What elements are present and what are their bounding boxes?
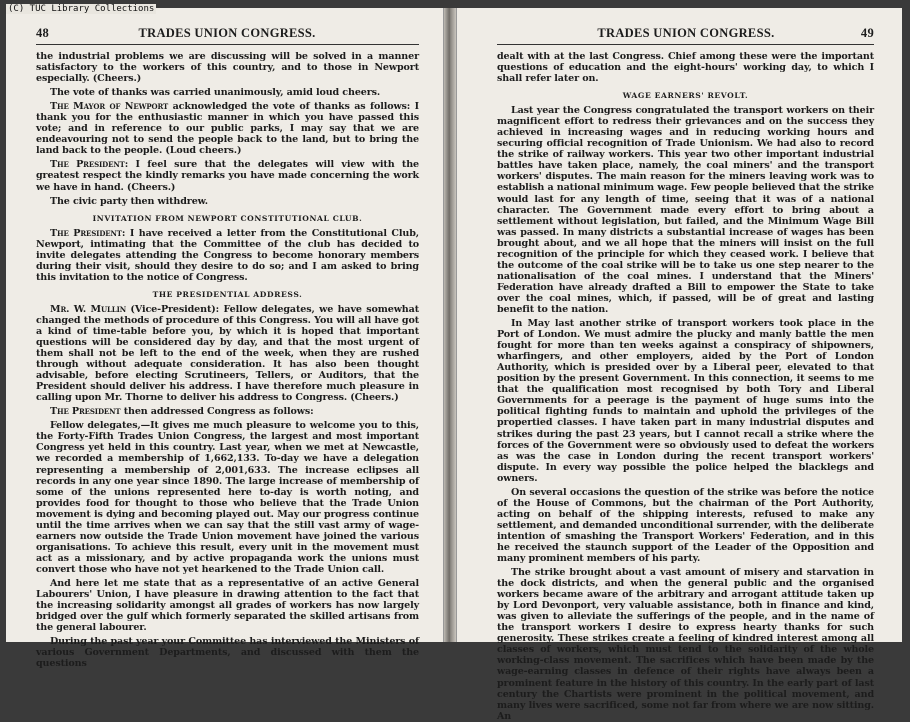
- speaker-name: The President: [50, 159, 125, 171]
- section-heading: THE PRESIDENTIAL ADDRESS.: [152, 289, 303, 299]
- left-page: [6, 8, 444, 670]
- speaker-name: The Mayor of Newport: [50, 101, 169, 113]
- right-page: [456, 8, 902, 722]
- paragraph: On several occasions the question of the strike was before the notice of the House of Commons, but the chairman of the Port Authority, acting on behalf of the shipping interests, refused to make any settlement, and demanded unconditional surrender, with the deliberate intention of smashing the Transport Workers' Federation, and in this he received the staunch support of the Leader of the Opposition and many prominent members of his party.: [497, 486, 874, 565]
- paragraph: The strike brought about a vast amount of misery and starvation in the dock districts, and when the general public and the organised workers became aware of the arbitrary and arrogant attitude taken up by Lord Devonport, very valuable assistance, both in finance and kind, was given to alleviate the sufferings of the people, and in the name of the transport workers I desire to express hearty thanks for such generosity. These strikes create a feeling of kindred interest among all classes of workers, which must tend to the solidarity of the whole working-class movement. The sacrifices which have been made by the wage-earning classes in defence of their rights have always been a prominent feature in the history of this country. In the early part of last century the Chartists were prominent in the political movement, and many lives were sacrificed, some not far from where we are now sitting. An: [497, 567, 874, 722]
- paragraph: the industrial problems we are discussing will be solved in a manner satisfactory to the workers of this country, and to those in Newport especially. (Cheers.): [36, 51, 419, 85]
- speaker-name: The President: [50, 227, 122, 239]
- section-heading: INVITATION FROM NEWPORT CONSTITUTIONAL CLUB.: [92, 213, 363, 223]
- speech-text: : I have received a letter from the Constitutional Club, Newport, intimating that the Committee of the club has decided to invite delegates attending the Congress to become honorary members during their visit, should they desire to do so; and I am asked to bring this invitation to the notice of Congress.: [36, 227, 419, 283]
- paragraph: And here let me state that as a representative of an active General Labourers' Union, I have pleasure in drawing attention to the fact that the increasing solidarity amongst all grades of workers has now largely bridged over the gulf which formerly separated the skilled artisans from the general labourer.: [36, 577, 419, 634]
- paragraph: The civic party then withdrew.: [50, 195, 209, 207]
- paragraph: [36, 406, 419, 417]
- paragraph: During the past year your Committee has interviewed the Ministers of various Government Departments, and discussed with them the questions: [36, 636, 419, 670]
- speech-text: (Vice-President): Fellow delegates, we have somewhat changed the methods of procedure of this Congress. You will all have got a kind of time-table before you, by which it is hoped that important questions will be considered day by day, and that the most urgent of them shall not be left to the end of the week, when they are rushed through without adequate consideration. It has also been thought advisable, before electing Scrutineers, Tellers, or Auditors, that the President should deliver his address. I have therefore much pleasure in calling upon Mr. Thorne to deliver his address to Congress. (Cheers.): [36, 303, 419, 404]
- page-number: 48: [36, 26, 50, 40]
- speech-text: acknowledged the vote of thanks as follows: I thank you for the enthusiastic manner in which you have passed this vote; and in reference to our public parks, I may say that we are endeavouring not to send the people back to the land, but to bring the land back to the people. (Loud cheers.): [36, 101, 419, 157]
- speaker-name: Mr. W. Mullin: [50, 303, 126, 315]
- right-page-header: [497, 26, 874, 45]
- paragraph: [36, 159, 419, 192]
- speech-text: : I feel sure that the delegates will view with the greatest respect the kindly remarks you have made concerning the work we have in hand. (Cheers.): [36, 159, 419, 193]
- paragraph: [36, 228, 419, 283]
- speaker-name: The President: [50, 406, 121, 418]
- paragraph: The vote of thanks was carried unanimously, amid loud cheers.: [50, 87, 381, 99]
- speech-text: then addressed Congress as follows:: [120, 406, 314, 418]
- paragraph: Last year the Congress congratulated the transport workers on their magnificent effort to redress their grievances and on the success they achieved in increasing wages and in reducing working hours and securing official recognition of Trade Unionism. We had also to record the strike of railway workers. This year two other important industrial battles have taken place, namely, the coal miners' and the transport workers' disputes. The main reason for the miners leaving work was to establish a national minimum wage. Few people believed that the strike would last for any length of time, seeing that it was of a national character. The Government made every effort to bring about a settlement without legislation, but failed, and the Minimum Wage Bill was passed. In many districts a substantial increase of wages has been brought about, and we all hope that the miners will insist on the full recognition of the principle for which they ceased work. I believe that the outcome of the coal strike will be to take us one step nearer to the nationalisation of the coal mines. I understand that the Miners' Federation have already drafted a Bill to empower the State to take over the coal mines, which, if passed, will be of great and lasting benefit to the nation.: [497, 105, 874, 315]
- book-gutter: [444, 8, 456, 642]
- paragraph: [36, 101, 419, 156]
- paragraph: [36, 304, 419, 403]
- left-page-header: [36, 26, 419, 45]
- section-heading: WAGE EARNERS' REVOLT.: [622, 91, 749, 101]
- paragraph: In May last another strike of transport workers took place in the Port of London. We must admire the plucky and manly battle the men fought for more than ten weeks against a conspiracy of shipowners, wharfingers, and other employers, aided by the Port of London Authority, which is presided over by a Liberal peer, elevated to that position by the present Government. In this connection, it seems to me that the qualification most recognised by both Tory and Liberal Governments for a peerage is the payment of huge sums into the political fighting funds to maintain and uphold the privileges of the propertied classes. I have taken part in many industrial disputes and strikes during the past 23 years, but I cannot recall a strike where the forces of the Government were so obviously used to defeat the workers as was the case in London during the recent transport workers' dispute. In every way possible the police helped the blacklegs and owners.: [497, 318, 874, 484]
- running-title: TRADES UNION CONGRESS.: [597, 26, 775, 40]
- paragraph: dealt with at the last Congress. Chief among these were the important questions of education and the eight-hours' working day, to which I shall refer later on.: [497, 51, 874, 85]
- page-number: 49: [860, 26, 874, 40]
- watermark: (C) TUC Library Collections: [8, 4, 155, 14]
- paragraph: Fellow delegates,—It gives me much pleasure to welcome you to this, the Forty-Fifth Trades Union Congress, the largest and most important Congress yet held in this country. Last year, when we met at Newcastle, we recorded a membership of 1,662,133. To-day we have a delegation representing a membership of 2,001,633. The increase eclipses all records in any one year since 1890. The large increase of membership of some of the unions represented here to-day is worth noting, and provides food for thought to those who believe that the Trade Union movement is dying and becoming played out. May our progress continue until the time arrives when we can say that the still vast army of wage-earners now outside the Trade Union movement have joined the various organisations. To achieve this result, every unit in the movement must act as a missionary, and by active propaganda work the unions must convert those who have not yet hearkened to the Trade Union call.: [36, 420, 419, 575]
- running-title: TRADES UNION CONGRESS.: [138, 26, 316, 40]
